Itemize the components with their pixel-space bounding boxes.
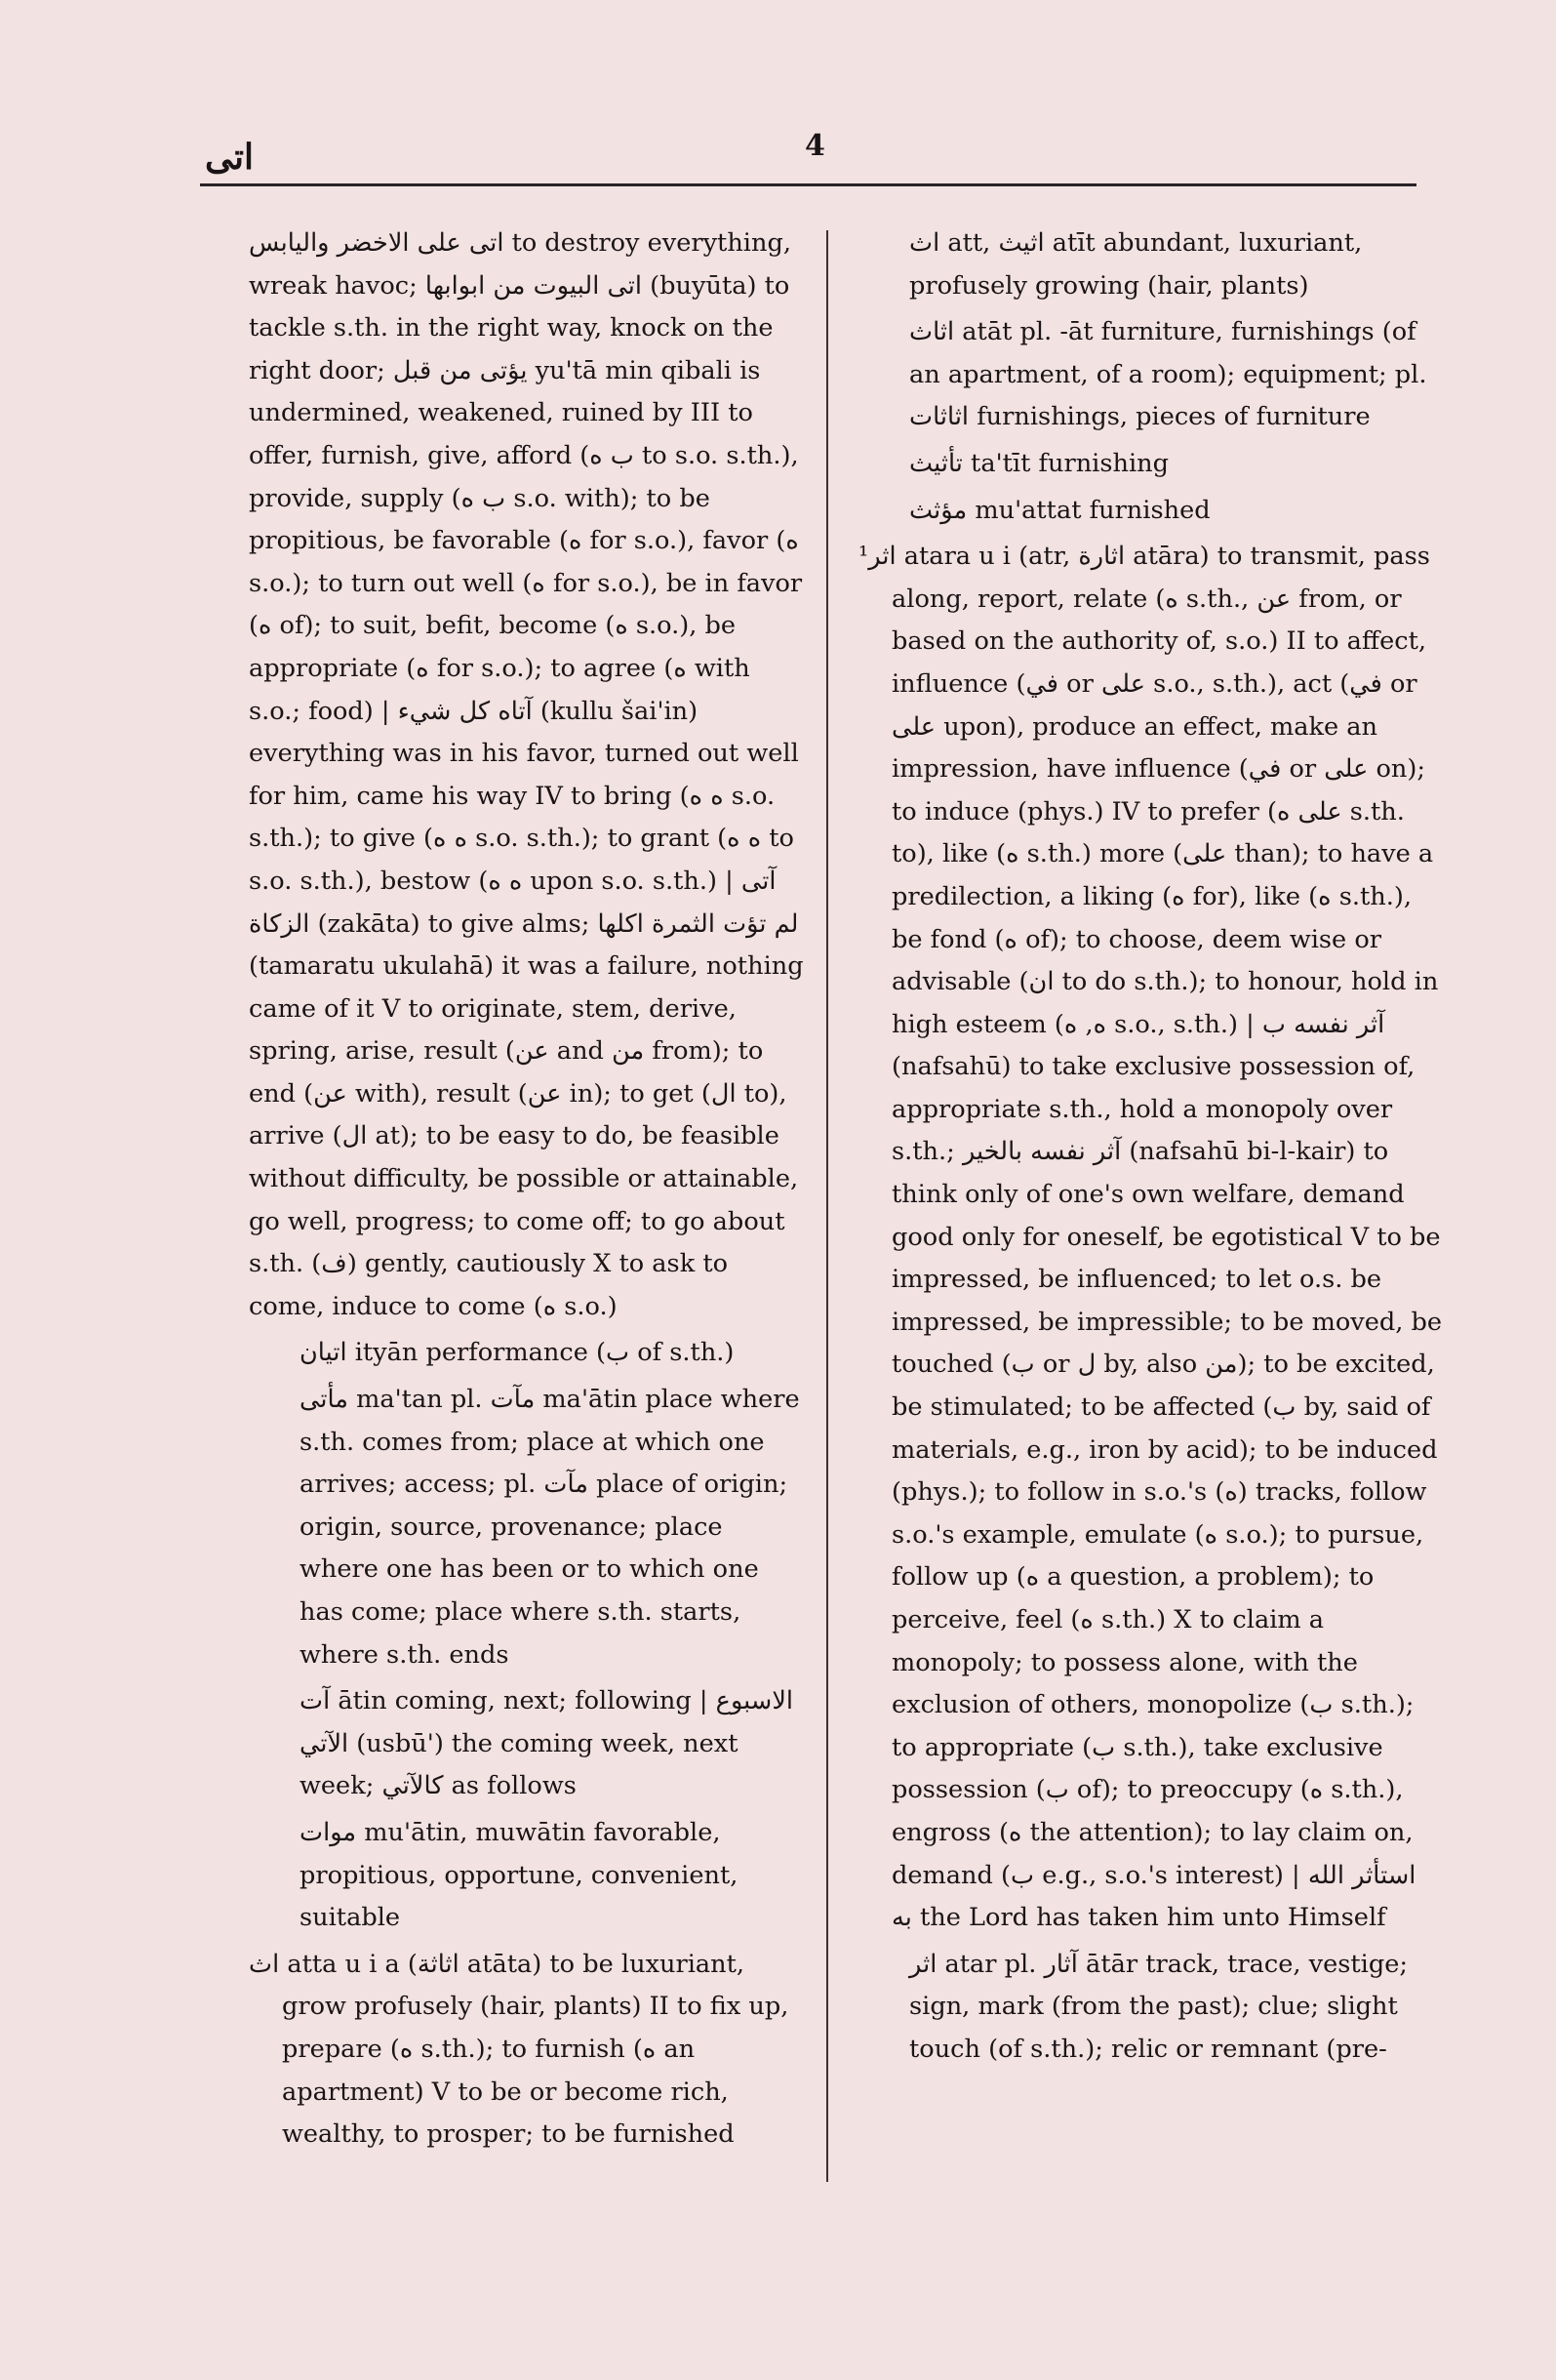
entry-att: اث att, اثيث atīt abundant, luxuriant, profusely growing (hair, plants): [909, 228, 1363, 301]
page-number: 4: [805, 129, 825, 163]
entry-ityan: اتيان ityān performance (ب of s.th.): [299, 1338, 735, 1368]
column-divider: [826, 230, 828, 2182]
entry-muattat: مؤثث mu'attat furnished: [909, 495, 1211, 525]
running-head: اتى: [205, 137, 255, 178]
entry-atta: اث atta u i a (اثاثة atāta) to be luxuriant, grow profusely (hair, plants) II to fix up, prepare (ه s.th.); to furnish (ه an apartment) V to be or become rich, wealthy, to prosper; to be furnished: [249, 1949, 789, 2150]
entry-atar: اثر atar pl. آثار ātār track, trace, vestige; sign, mark (from the past); clue; slight touch (of s.th.); relic or remnant (pre-: [909, 1949, 1409, 2064]
entry-muatin: موات mu'ātin, muwātin favorable, propitious, opportune, convenient, suitable: [299, 1817, 738, 1933]
entry-atara: ¹اثر atara u i (atr, اثارة atāra) to transmit, pass along, report, relate (ه s.th., عن from, or based on the authority of, s.o.) II to affect, influence (في or على s.o., s.th.), act (في or على upon), produce an effect, make an impression, have influence (في or على on); to induce (phys.) IV to prefer (على ه s.th. to), like (ه s.th.) more (على than); to have a predilection, a liking (ه for), like (ه s.th.), be fond (ه of); to choose, deem wise or advisable (ان to do s.th.); to honour, hold in high esteem (ه, ه s.o., s.th.) | آثر نفسه ب (nafsahū) to take exclusive possession of, appropriate s.th., hold a monopoly over s.th.; آثر نفسه بالخير (nafsahū bi-l-kair) to think only of one's own welfare, demand good only for oneself, be egotistical V to be impressed, be influenced; to let o.s. be impressed, be impressible; to be moved, be touched (ب or ل by, also من); to be excited, be stimulated; to be affected (ب by, said of materials, e.g., iron by acid); to be induced (phys.); to follow in s.o.'s (ه) tracks, follow s.o.'s example, emulate (ه s.o.); to pursue, follow up (ه a question, a problem); to perceive, feel (ه s.th.) X to claim a monopoly; to possess alone, with the exclusion of others, monopolize (ب s.th.); to appropriate (ب s.th.), take exclusive possession (ب of); to preoccupy (ه s.th.), engross (ه the attention); to lay claim on, demand (ب e.g., s.o.'s interest) | استأثر الله به the Lord has taken him unto Himself: [858, 542, 1443, 1933]
left-column: [249, 222, 807, 2157]
entry-matan: مأتى ma'tan pl. مآت ma'ātin place where s.th. comes from; place at which one arrives; access; pl. مآت place of origin; origin, source, provenance; place where one has been or to which one has come; place where s.th. starts, where s.th. ends: [299, 1385, 800, 1670]
entry-tatit: تأثيث ta'tīt furnishing: [909, 448, 1170, 478]
entry-atin: آت ātin coming, next; following | الاسبوع الآتي (usbū') the coming week, next week; كالآتي as follows: [299, 1686, 794, 1801]
header-rule: [200, 183, 1416, 186]
right-column: [858, 222, 1444, 2072]
entry-atat: اثاث atāt pl. -āt furniture, furnishings (of an apartment, of a room); equipment; pl. اثاثات furnishings, pieces of furniture: [909, 317, 1427, 432]
entry-ata-continued: اتى على الاخضر واليابس to destroy everything, wreak havoc; اتى البيوت من ابوابها (buyūta) to tackle s.th. in the right way, knock on the right door; يؤتى من قبل yu'tā min qibali is undermined, weakened, ruined by III to offer, furnish, give, afford (ب ه to s.o. s.th.), provide, supply (ب ه s.o. with); to be propitious, be favorable (ه for s.o.), favor (ه s.o.); to turn out well (ه for s.o.), be in favor (ه of); to suit, befit, become (ه s.o.), be appropriate (ه for s.o.); to agree (ه with s.o.; food) | آتاه كل شيء (kullu šai'in) everything was in his favor, turned out well for him, came his way IV to bring (ه ه s.o. s.th.); to give (ه ه s.o. s.th.); to grant (ه ه to s.o. s.th.), bestow (ه ه upon s.o. s.th.) | آتى الزكاة (zakāta) to give alms; لم تؤت الثمرة اكلها (tamaratu ukulahā) it was a failure, nothing came of it V to originate, stem, derive, spring, arise, result (عن and من from); to end (عن with), result (عن in); to get (ال to), arrive (ال at); to be easy to do, be feasible without difficulty, be possible or attainable, go well, progress; to come off; to go about s.th. (ف) gently, cautiously X to ask to come, induce to come (ه s.o.): [249, 228, 804, 1321]
